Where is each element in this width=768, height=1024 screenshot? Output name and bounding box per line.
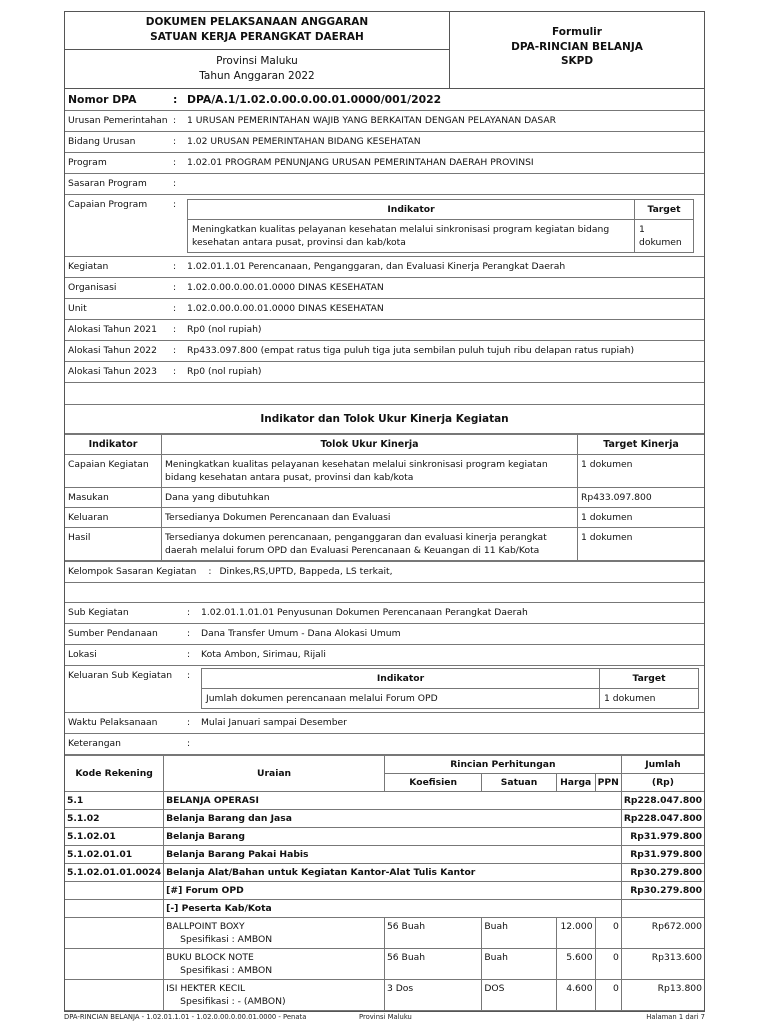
ppn-cell: 0 [595,949,621,980]
koefisien-cell: 56 Buah [384,949,481,980]
indikator-cell: Capaian Kegiatan [65,455,162,488]
item-spec: Spesifikasi : - (AMBON) [180,996,286,1007]
uraian-cell: [-] Peserta Kab/Kota [164,900,622,918]
document-header [65,12,704,89]
table-row [65,455,704,488]
field-label: Bidang Urusan [68,136,136,147]
indikator-cell: Hasil [65,528,162,561]
fiscal-year: Tahun Anggaran 2022 [199,70,315,82]
rincian-perhitungan-header: Rincian Perhitungan [384,756,621,774]
jumlah-cell: Rp30.279.800 [621,882,704,900]
table-row [65,508,704,528]
indikator-cell: Keluaran [65,508,162,528]
table-header [188,200,694,220]
kode-cell: 5.1 [65,792,164,810]
colon: : [173,178,177,189]
field-row [65,278,704,299]
indikator-header: Indikator [202,669,600,689]
field-value: 1.02.01 PROGRAM PENUNJANG URUSAN PEMERINTAHAN DAERAH PROVINSI [187,157,534,168]
field-value [201,734,704,738]
colon: : [173,345,177,356]
kode-cell [65,918,164,949]
kinerja-table [65,434,704,561]
province: Provinsi Maluku [216,55,298,67]
field-row [65,734,704,755]
field-label: Program [68,157,107,168]
colon: : [173,136,177,147]
item-uraian-cell [164,918,385,949]
indikator-header: Indikator [188,200,635,220]
kode-cell: 5.1.02.01 [65,828,164,846]
field-label: Kegiatan [68,261,109,272]
nomor-dpa-value: DPA/A.1/1.02.0.00.0.00.01.0000/001/2022 [187,93,442,106]
field-value: 1 URUSAN PEMERINTAHAN WAJIB YANG BERKAITAN DENGAN PELAYANAN DASAR [187,115,557,126]
target-cell: 1 dokumen [578,508,705,528]
form-label [450,12,704,88]
kode-cell [65,900,164,918]
rincian-belanja-table [65,755,704,1011]
koefisien-cell: 56 Buah [384,918,481,949]
uraian-cell: Belanja Barang Pakai Habis [164,846,622,864]
field-row [65,645,704,666]
footer-province: Provinsi Maluku [359,1013,412,1021]
jumlah-cell: Rp672.000 [621,918,704,949]
table-row [65,900,704,918]
field-label: Waktu Pelaksanaan [68,717,158,728]
item-row [65,949,704,980]
harga-cell: 5.600 [556,949,595,980]
jumlah-cell: Rp30.279.800 [621,864,704,882]
uraian-cell: BELANJA OPERASI [164,792,622,810]
capaian-program-value [187,195,704,256]
target-cell: 1 dokumen [578,455,705,488]
field-row [65,341,704,362]
field-row [65,713,704,734]
colon: : [208,566,212,577]
jumlah-cell: Rp31.979.800 [621,846,704,864]
colon: : [173,261,177,272]
kelompok-sasaran-label: Kelompok Sasaran Kegiatan [68,566,197,577]
jumlah-cell [621,900,704,918]
target-cell: Rp433.097.800 [578,488,705,508]
title-line-1: DOKUMEN PELAKSANAAN ANGGARAN [145,16,369,28]
keluaran-sub-table [201,668,699,709]
kode-cell [65,882,164,900]
uraian-cell: Belanja Alat/Bahan untuk Kegiatan Kantor-Alat Tulis Kantor [164,864,622,882]
table-row [65,846,704,864]
tolok-cell: Meningkatkan kualitas pelayanan kesehatan melalui sinkronisasi program kegiatan bidang kesehatan antara pusat, provinsi dan kab/kota [162,455,578,488]
keluaran-sub-row [65,666,704,713]
field-row [65,132,704,153]
target-cell: 1 dokumen [635,220,694,253]
document-title [65,12,449,50]
tolok-cell: Tersedianya dokumen perencanaan, penganggaran dan evaluasi kinerja perangkat daerah melalui forum OPD dan Evaluasi Perencanaan & Keuangan di 11 Kab/Kota [162,528,578,561]
harga-header: Harga [556,774,595,792]
field-row [65,174,704,195]
field-value [187,174,704,178]
table-row [65,792,704,810]
tolok-ukur-header: Tolok Ukur Kinerja [162,435,578,455]
field-value: Rp0 (nol rupiah) [187,324,262,335]
keluaran-sub-value [201,666,704,712]
satuan-cell: Buah [482,918,556,949]
kode-rekening-header: Kode Rekening [65,756,164,792]
colon: : [187,649,191,660]
target-cell: 1 dokumen [578,528,705,561]
field-value: 1.02.01.1.01.01 Penyusunan Dokumen Perencanaan Perangkat Daerah [201,607,528,618]
kode-cell [65,980,164,1011]
footer-doc-ref: DPA-RINCIAN BELANJA - 1.02.01.1.01 - 1.02.0.00.0.00.01.0000 - Penata [64,1013,307,1021]
field-row [65,153,704,174]
table-row [65,810,704,828]
colon: : [173,324,177,335]
capaian-program-row [65,195,704,257]
form-line-3: SKPD [560,55,594,67]
field-value: 1.02 URUSAN PEMERINTAHAN BIDANG KESEHATAN [187,136,421,147]
colon: : [187,628,191,639]
kelompok-sasaran-row [65,561,704,583]
field-value: 1.02.0.00.0.00.01.0000 DINAS KESEHATAN [187,303,384,314]
item-spec: Spesifikasi : AMBON [180,934,273,945]
field-label: Keterangan [68,738,121,749]
field-value: 1.02.0.00.0.00.01.0000 DINAS KESEHATAN [187,282,384,293]
colon: : [173,303,177,314]
nomor-dpa-row [65,89,704,111]
item-uraian-cell [164,980,385,1011]
field-label: Sub Kegiatan [68,607,129,618]
rp-header: (Rp) [621,774,704,792]
field-label: Lokasi [68,649,97,660]
uraian-cell: Belanja Barang dan Jasa [164,810,622,828]
indikator-cell: Meningkatkan kualitas pelayanan kesehatan melalui sinkronisasi program kegiatan bidang kesehatan antara pusat, provinsi dan kab/kota [188,220,635,253]
jumlah-cell: Rp228.047.800 [621,810,704,828]
spacer-row [65,383,704,405]
table-row [65,828,704,846]
jumlah-cell: Rp313.600 [621,949,704,980]
table-row [65,864,704,882]
colon: : [187,717,191,728]
uraian-cell: Belanja Barang [164,828,622,846]
field-value: Mulai Januari sampai Desember [201,717,347,728]
satuan-header: Satuan [482,774,556,792]
keluaran-sub-label: Keluaran Sub Kegiatan [68,670,173,681]
kode-cell: 5.1.02.01.01.0024 [65,864,164,882]
footer-page-number: Halaman 1 dari 7 [646,1013,705,1021]
item-row [65,980,704,1011]
koefisien-cell: 3 Dos [384,980,481,1011]
jumlah-cell: Rp31.979.800 [621,828,704,846]
field-row [65,299,704,320]
field-label: Alokasi Tahun 2022 [68,345,157,356]
kode-cell: 5.1.02 [65,810,164,828]
colon: : [173,366,177,377]
table-header [65,435,704,455]
tolok-cell: Dana yang dibutuhkan [162,488,578,508]
field-row [65,257,704,278]
table-header [65,756,704,774]
item-spec: Spesifikasi : AMBON [180,965,273,976]
item-name: BALLPOINT BOXY [166,921,245,932]
kinerja-title: Indikator dan Tolok Ukur Kinerja Kegiatan [65,405,704,434]
target-header: Target [635,200,694,220]
target-kinerja-header: Target Kinerja [578,435,705,455]
kode-cell [65,949,164,980]
table-row [188,220,694,253]
field-row [65,320,704,341]
item-uraian-cell [164,949,385,980]
field-value: Kota Ambon, Sirimau, Rijali [201,649,326,660]
colon: : [173,282,177,293]
item-row [65,918,704,949]
indikator-cell: Masukan [65,488,162,508]
table-row [65,882,704,900]
indikator-cell: Jumlah dokumen perencanaan melalui Forum OPD [202,689,600,709]
uraian-header: Uraian [164,756,385,792]
field-label: Organisasi [68,282,117,293]
colon: : [187,607,191,618]
ppn-cell: 0 [595,918,621,949]
dpa-document [64,11,705,1012]
field-label: Urusan Pemerintahan [68,115,168,126]
form-line-1: Formulir [552,26,602,38]
target-header: Target [600,669,699,689]
field-label: Sasaran Program [68,178,147,189]
table-row [65,488,704,508]
header-left [65,12,450,88]
field-row [65,603,704,624]
koefisien-header: Koefisien [384,774,481,792]
spacer-row [65,583,704,603]
ppn-cell: 0 [595,980,621,1011]
indikator-header: Indikator [65,435,162,455]
field-label: Alokasi Tahun 2021 [68,324,157,335]
field-value: 1.02.01.1.01 Perencanaan, Penganggaran, dan Evaluasi Kinerja Perangkat Daerah [187,261,566,272]
tolok-cell: Tersedianya Dokumen Perencanaan dan Evaluasi [162,508,578,528]
satuan-cell: Buah [482,949,556,980]
field-label: Sumber Pendanaan [68,628,158,639]
nomor-dpa-label: Nomor DPA [68,93,137,106]
item-name: ISI HEKTER KECIL [166,983,246,994]
field-value: Rp433.097.800 (empat ratus tiga puluh tiga juta sembilan puluh tujuh ribu delapan ratus rupiah) [187,345,635,356]
kelompok-sasaran-value: Dinkes,RS,UPTD, Bappeda, LS terkait, [219,566,393,577]
colon: : [173,157,177,168]
target-cell: 1 dokumen [600,689,699,709]
field-row [65,111,704,132]
satuan-cell: DOS [482,980,556,1011]
form-line-2: DPA-RINCIAN BELANJA [511,40,643,53]
table-row [65,528,704,561]
capaian-program-table [187,199,694,253]
item-name: BUKU BLOCK NOTE [166,952,254,963]
table-row [202,689,699,709]
field-label: Alokasi Tahun 2023 [68,366,157,377]
harga-cell: 12.000 [556,918,595,949]
table-header [202,669,699,689]
field-label: Unit [68,303,87,314]
ppn-header: PPN [595,774,621,792]
jumlah-header: Jumlah [621,756,704,774]
colon: : [173,93,178,106]
field-value: Rp0 (nol rupiah) [187,366,262,377]
harga-cell: 4.600 [556,980,595,1011]
colon: : [187,670,191,681]
colon: : [173,115,177,126]
jumlah-cell: Rp13.800 [621,980,704,1011]
capaian-program-label: Capaian Program [68,199,148,210]
colon: : [187,738,191,749]
province-year [65,50,449,88]
field-row [65,624,704,645]
field-value: Dana Transfer Umum - Dana Alokasi Umum [201,628,401,639]
colon: : [173,199,177,210]
jumlah-cell: Rp228.047.800 [621,792,704,810]
uraian-cell: [#] Forum OPD [164,882,622,900]
title-line-2: SATUAN KERJA PERANGKAT DAERAH [150,31,364,43]
kode-cell: 5.1.02.01.01 [65,846,164,864]
field-row [65,362,704,383]
